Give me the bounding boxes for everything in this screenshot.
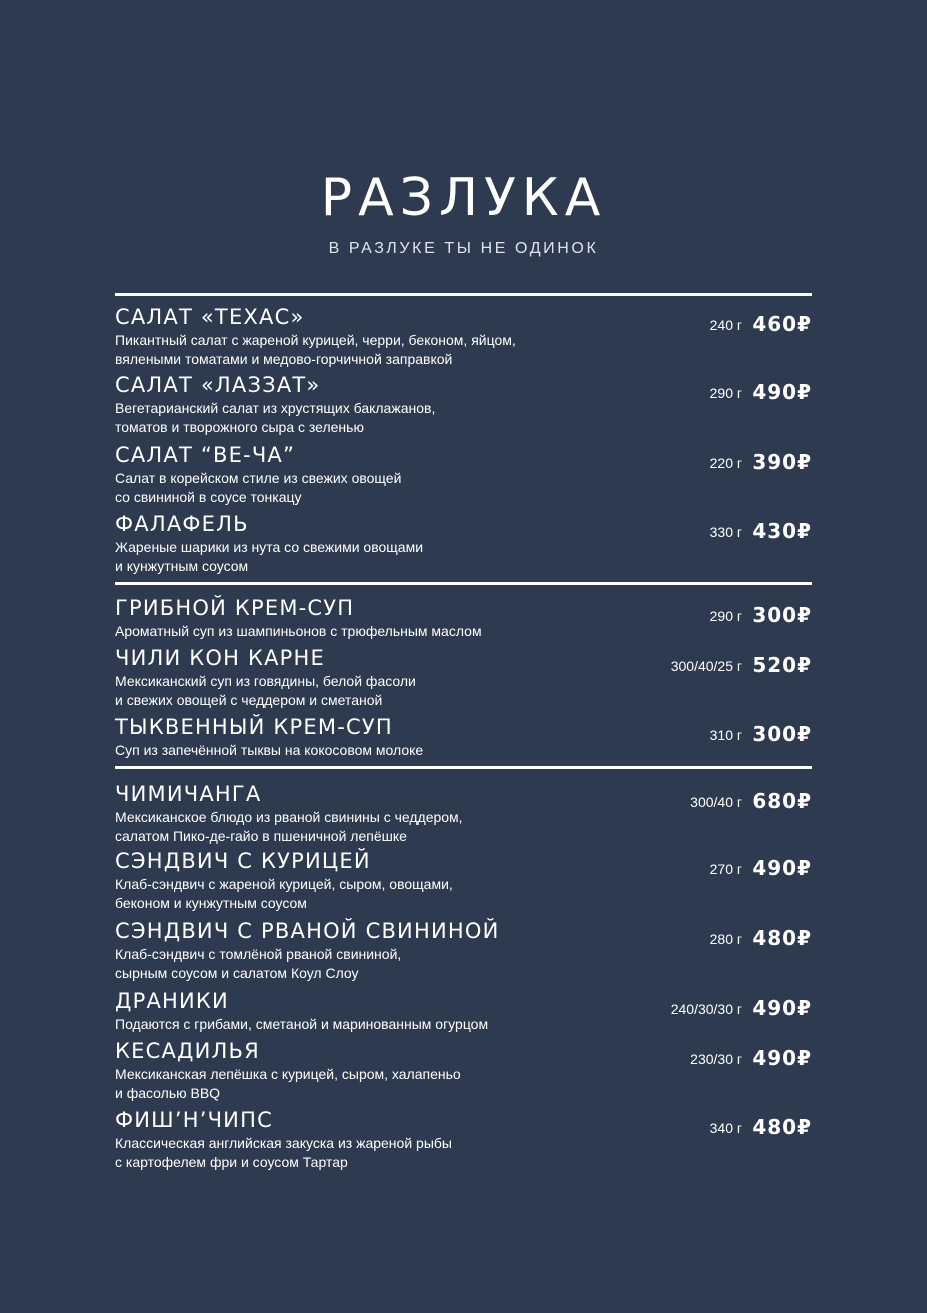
description-line: Клаб-сэндвич с томлёной рваной свининой,: [115, 946, 402, 962]
description-line: с картофелем фри и соусом Тартар: [115, 1154, 348, 1170]
item-price: 490₽: [752, 1046, 812, 1070]
description-line: томатов и творожного сыра с зеленью: [115, 419, 364, 435]
description-line: Жареные шарики из нута со свежими овощами: [115, 539, 424, 555]
description-line: Мексиканское блюдо из рваной свинины с чеддером,: [115, 809, 463, 825]
item-price: 680₽: [752, 789, 812, 813]
item-price: 480₽: [752, 1115, 812, 1139]
description-line: сырным соусом и салатом Коул Слоу: [115, 965, 359, 981]
description-line: Мексиканский суп из говядины, белой фасоли: [115, 673, 416, 689]
item-description: [115, 399, 585, 437]
item-price: 490₽: [752, 380, 812, 404]
item-name: САЛАТ «ТЕХАС»: [115, 305, 305, 329]
item-weight: 280 г: [709, 931, 742, 947]
item-price: 430₽: [752, 519, 812, 543]
description-line: Суп из запечённой тыквы на кокосовом молоке: [115, 742, 424, 758]
item-name: ТЫКВЕННЫЙ КРЕМ-СУП: [115, 715, 393, 739]
description-line: Пикантный салат с жареной курицей, черри, беконом, яйцом,: [115, 332, 516, 348]
item-description: [115, 808, 585, 846]
description-line: и свежих овощей с чеддером и сметаной: [115, 692, 383, 708]
description-line: беконом и кунжутным соусом: [115, 895, 307, 911]
section-divider: [115, 293, 812, 296]
item-name: ДРАНИКИ: [115, 989, 229, 1013]
description-line: Классическая английская закуска из жареной рыбы: [115, 1135, 452, 1151]
item-price: 390₽: [752, 450, 812, 474]
item-weight: 230/30 г: [690, 1051, 742, 1067]
item-description: [115, 538, 585, 576]
item-description: [115, 1065, 585, 1103]
item-name: СЭНДВИЧ С РВАНОЙ СВИНИНОЙ: [115, 919, 500, 943]
item-weight: 310 г: [709, 727, 742, 743]
item-weight: 290 г: [709, 608, 742, 624]
item-description: [115, 1015, 585, 1034]
item-price: 490₽: [752, 856, 812, 880]
item-weight: 340 г: [709, 1120, 742, 1136]
item-name: ЧИЛИ КОН КАРНЕ: [115, 646, 325, 670]
description-line: Мексиканская лепёшка с курицей, сыром, халапеньо: [115, 1066, 461, 1082]
item-description: [115, 945, 585, 983]
item-price: 300₽: [752, 722, 812, 746]
description-line: салатом Пико-де-гайо в пшеничной лепёшке: [115, 828, 407, 844]
description-line: и фасолью BBQ: [115, 1085, 221, 1101]
item-weight: 300/40/25 г: [670, 658, 742, 674]
item-description: [115, 672, 585, 710]
item-price: 460₽: [752, 312, 812, 336]
item-price: 490₽: [752, 996, 812, 1020]
item-name: ГРИБНОЙ КРЕМ-СУП: [115, 596, 355, 620]
description-line: вялеными томатами и медово-горчичной заправкой: [115, 351, 453, 367]
item-name: ФИШ’Н’ЧИПС: [115, 1108, 273, 1132]
restaurant-logo: РАЗЛУКА: [320, 168, 607, 228]
description-line: Салат в корейском стиле из свежих овощей: [115, 470, 402, 486]
item-name: ФАЛАФЕЛЬ: [115, 512, 249, 536]
item-name: КЕСАДИЛЬЯ: [115, 1039, 260, 1063]
item-description: [115, 1134, 585, 1172]
item-description: [115, 741, 585, 760]
item-weight: 290 г: [709, 385, 742, 401]
item-description: [115, 622, 585, 641]
item-description: [115, 331, 585, 369]
item-weight: 330 г: [709, 524, 742, 540]
description-line: Клаб-сэндвич с жареной курицей, сыром, овощами,: [115, 876, 453, 892]
item-price: 480₽: [752, 926, 812, 950]
item-name: СЭНДВИЧ С КУРИЦЕЙ: [115, 849, 371, 873]
item-name: ЧИМИЧАНГА: [115, 782, 262, 806]
item-weight: 240 г: [709, 317, 742, 333]
description-line: Ароматный суп из шампиньонов с трюфельным маслом: [115, 623, 482, 639]
item-name: САЛАТ “ВЕ-ЧА”: [115, 443, 296, 467]
description-line: Вегетарианский салат из хрустящих баклажанов,: [115, 400, 436, 416]
item-description: [115, 469, 585, 507]
tagline: В РАЗЛУКЕ ТЫ НЕ ОДИНОК: [328, 240, 599, 257]
description-line: Подаются с грибами, сметаной и маринованным огурцом: [115, 1016, 489, 1032]
item-price: 520₽: [752, 653, 812, 677]
description-line: со свининой в соусе тонкацу: [115, 489, 302, 505]
item-weight: 270 г: [709, 861, 742, 877]
item-description: [115, 875, 585, 913]
item-name: САЛАТ «ЛАЗЗАТ»: [115, 373, 321, 397]
item-price: 300₽: [752, 603, 812, 627]
item-weight: 300/40 г: [690, 794, 742, 810]
item-weight: 220 г: [709, 455, 742, 471]
section-divider: [115, 766, 812, 769]
item-weight: 240/30/30 г: [670, 1001, 742, 1017]
section-divider: [115, 582, 812, 585]
description-line: и кунжутным соусом: [115, 558, 249, 574]
